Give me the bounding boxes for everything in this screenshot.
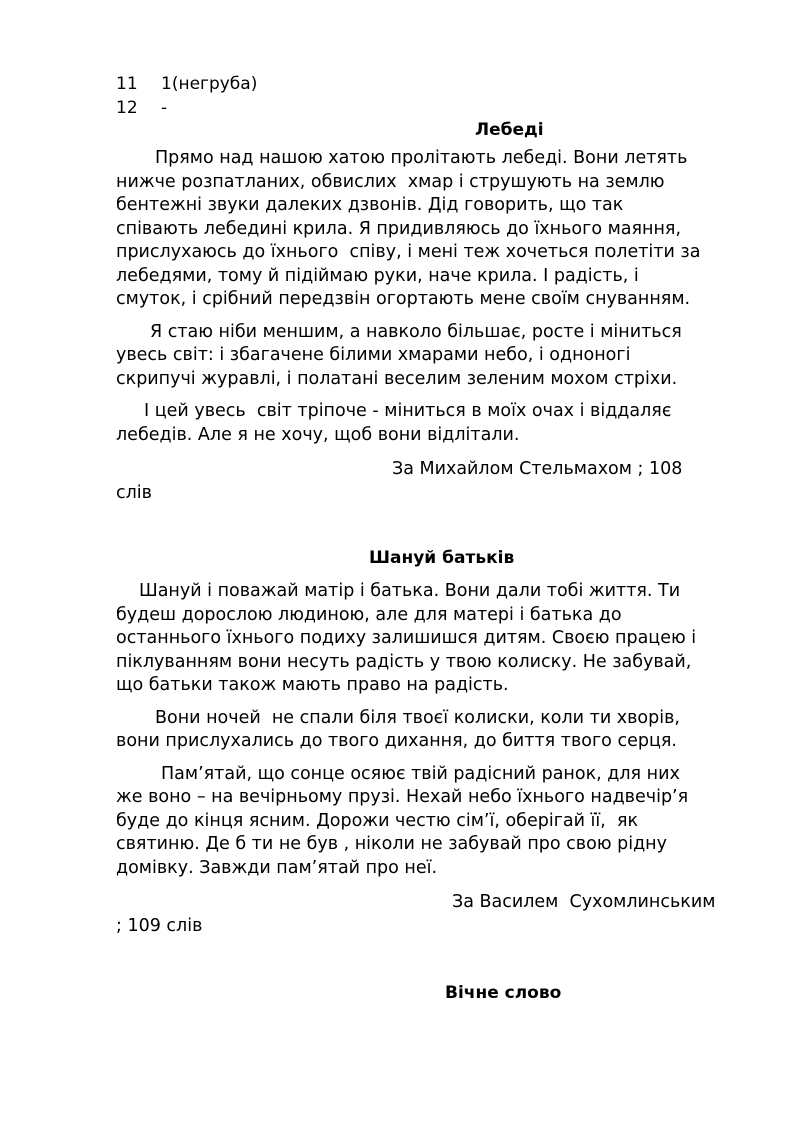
text-line: прислухаюсь до їхнього співу, і мені теж хочеться полетіти за bbox=[116, 242, 701, 262]
attribution: За Михайлом Стельмахом ; 108 bbox=[392, 459, 683, 479]
text-line: останнього їхнього подиху залишишся дитям. Своєю працею і bbox=[116, 628, 697, 648]
paragraph bbox=[116, 147, 740, 312]
paragraph bbox=[116, 707, 740, 754]
text-line: лебедів. Але я не хочу, щоб вони відлітали. bbox=[116, 424, 520, 445]
text-line: що батьки також мають право на радість. bbox=[116, 675, 509, 695]
text-line: домівку. Завжди пам’ятай про неї. bbox=[116, 857, 438, 878]
text-title: Вічне слово bbox=[445, 983, 562, 1003]
text-line: вони прислухались до твого дихання, до биття твого серця. bbox=[116, 731, 677, 751]
paragraph bbox=[116, 763, 740, 881]
text-line: будеш дорослою людиною, але для матері і батька до bbox=[116, 604, 622, 625]
paragraph bbox=[116, 400, 740, 447]
paragraph bbox=[116, 321, 740, 392]
attribution: слів bbox=[116, 482, 152, 503]
row-text: - bbox=[161, 98, 168, 118]
text-line: смуток, і срібний передзвін огортають мене своїм снуванням. bbox=[116, 289, 691, 309]
text-line: буде до кінця ясним. Дорожи честю сім’ї, оберігай її, як bbox=[116, 810, 639, 831]
text-line: співають лебедині крила. Я придивляюсь до їхнього маяння, bbox=[116, 218, 682, 239]
attribution: За Василем Сухомлинським bbox=[452, 892, 716, 912]
text-line: святиню. Де б ти не був , ніколи не забувай про свою рідну bbox=[116, 834, 667, 854]
text-title: Лебеді bbox=[475, 120, 544, 140]
text-line: Вони ночей не спали біля твоєї колиски, коли ти хворів, bbox=[155, 707, 680, 728]
text-line: Шануй і поважай матір і батька. Вони дали тобі життя. Ти bbox=[139, 581, 681, 601]
text-line: же воно – на вечірньому прузі. Нехай небо їхнього надвечір’я bbox=[116, 787, 689, 807]
header-row bbox=[116, 72, 746, 96]
text-line: бентежні звуки далеких дзвонів. Дід говорить, що так bbox=[116, 195, 624, 215]
row-number: 12 bbox=[116, 98, 138, 118]
text-line: нижче розпатланих, обвислих хмар і струшують на землю bbox=[116, 171, 665, 192]
row-text: 1(негруба) bbox=[161, 74, 258, 94]
text-title: Шануй батьків bbox=[369, 548, 515, 568]
text-line: І цей увесь світ тріпоче - міниться в моїх очах і віддаляє bbox=[144, 401, 672, 421]
attribution: ; 109 слів bbox=[116, 915, 203, 936]
text-line: Пам’ятай, що сонце осяює твій радісний ранок, для них bbox=[161, 763, 680, 784]
row-number: 11 bbox=[116, 74, 138, 94]
text-line: Я стаю ніби меншим, а навколо більшає, росте і міниться bbox=[150, 321, 682, 342]
text-line: піклуванням вони несуть радість у твою колиску. Не забувай, bbox=[116, 651, 692, 672]
paragraph bbox=[116, 580, 740, 698]
text-line: лебедями, тому й підіймаю руки, наче крила. І радість, і bbox=[116, 265, 639, 286]
document-page bbox=[116, 72, 746, 1005]
text-line: Прямо над нашою хатою пролітають лебеді. Вони летять bbox=[155, 148, 688, 168]
text-line: увесь світ: і збагачене білими хмарами небо, і одноногі bbox=[116, 345, 631, 365]
text-line: скрипучі журавлі, і полатані веселим зеленим мохом стріхи. bbox=[116, 368, 678, 389]
header-row bbox=[116, 96, 746, 120]
